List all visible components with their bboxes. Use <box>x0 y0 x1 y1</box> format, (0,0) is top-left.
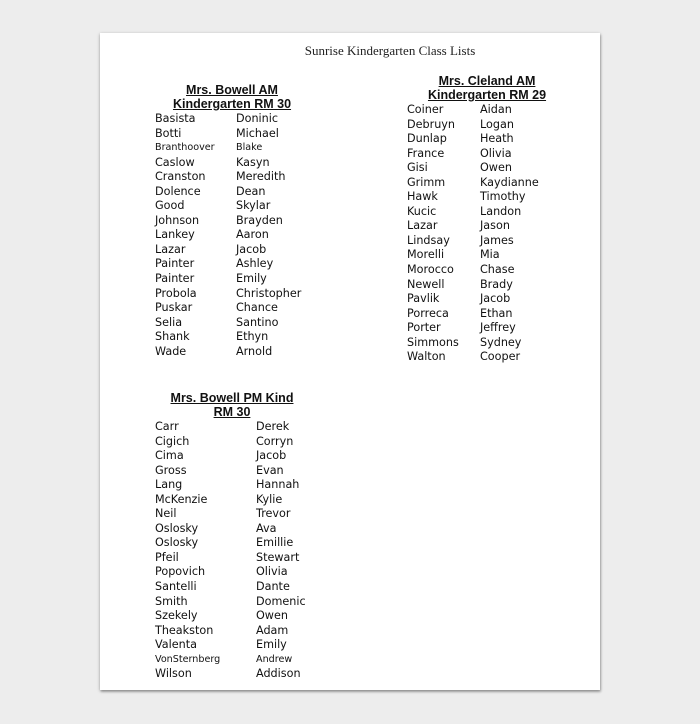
student-row <box>155 301 309 316</box>
student-row <box>155 199 309 214</box>
student-last-name: Good <box>155 199 185 213</box>
student-last-name: Morelli <box>407 248 445 262</box>
student-row <box>155 127 309 142</box>
student-last-name: Basista <box>155 112 196 125</box>
student-row <box>155 522 309 537</box>
student-row <box>155 272 309 287</box>
student-first-name: Brady <box>480 277 513 291</box>
student-first-name: Logan <box>480 117 514 131</box>
student-row <box>407 248 567 263</box>
student-last-name: Cigich <box>155 434 190 448</box>
student-last-name: Kucic <box>407 204 437 218</box>
student-row <box>407 219 567 234</box>
student-row <box>155 170 309 185</box>
student-row <box>155 595 309 610</box>
student-row <box>155 156 309 171</box>
document-page <box>100 33 600 690</box>
student-row <box>155 257 309 272</box>
student-row <box>155 214 309 229</box>
student-first-name: Aaron <box>236 228 269 242</box>
student-first-name: Jeffrey <box>480 321 516 335</box>
student-last-name: Hawk <box>407 190 438 204</box>
student-first-name: Trevor <box>256 507 291 521</box>
student-last-name: Morocco <box>407 263 454 277</box>
student-last-name: Lindsay <box>407 233 450 247</box>
student-row <box>407 118 567 133</box>
student-first-name: Owen <box>256 609 288 623</box>
student-last-name: Gross <box>155 463 187 477</box>
class-list-bowell-am <box>155 83 309 359</box>
student-row <box>407 176 567 191</box>
student-last-name: Carr <box>155 420 179 433</box>
class-heading-line1: Mrs. Bowell AM <box>186 83 278 97</box>
student-row <box>155 624 309 639</box>
student-first-name: Mia <box>480 248 500 262</box>
student-roster <box>407 103 567 365</box>
student-row <box>155 228 309 243</box>
student-row <box>155 464 309 479</box>
student-first-name: Doninic <box>236 112 279 125</box>
student-last-name: Grimm <box>407 175 446 189</box>
class-heading <box>155 391 309 419</box>
student-first-name: Jacob <box>236 242 267 256</box>
student-first-name: Skylar <box>236 199 271 213</box>
student-row <box>407 263 567 278</box>
class-heading-line2: Kindergarten RM 29 <box>427 88 547 102</box>
student-first-name: Olivia <box>256 565 288 579</box>
student-last-name: Neil <box>155 507 177 521</box>
student-first-name: Stewart <box>256 550 300 564</box>
student-last-name: Oslosky <box>155 521 199 535</box>
student-last-name: Wade <box>155 344 187 358</box>
student-first-name: Cooper <box>480 350 521 364</box>
student-first-name: Santino <box>236 315 279 329</box>
student-first-name: Sydney <box>480 335 522 349</box>
student-first-name: Ethyn <box>236 330 269 344</box>
student-first-name: Emillie <box>256 536 294 550</box>
student-first-name: Evan <box>256 463 284 477</box>
student-first-name: Derek <box>256 420 290 433</box>
student-row <box>407 292 567 307</box>
student-first-name: Jacob <box>480 292 511 306</box>
student-last-name: Newell <box>407 277 445 291</box>
student-last-name: Lazar <box>407 219 438 233</box>
student-first-name: Chance <box>236 301 278 315</box>
student-row <box>155 507 309 522</box>
student-last-name: Dolence <box>155 184 201 198</box>
student-last-name: France <box>407 146 445 160</box>
student-roster <box>155 420 309 682</box>
student-last-name: Painter <box>155 257 195 271</box>
class-heading-line1: Mrs. Cleland AM <box>438 74 536 88</box>
student-first-name: Domenic <box>256 594 306 608</box>
student-last-name: Branthoover <box>155 142 215 154</box>
student-row <box>407 132 567 147</box>
student-first-name: Ethan <box>480 306 513 320</box>
student-last-name: Coiner <box>407 103 444 116</box>
student-first-name: Kaydianne <box>480 175 539 189</box>
student-first-name: Ashley <box>236 257 274 271</box>
student-row <box>407 234 567 249</box>
student-first-name: Chase <box>480 263 515 277</box>
student-last-name: Pfeil <box>155 550 179 564</box>
class-list-cleland-am <box>407 74 567 365</box>
student-first-name: Landon <box>480 204 522 218</box>
student-last-name: McKenzie <box>155 492 208 506</box>
student-row <box>407 147 567 162</box>
student-last-name: Johnson <box>155 213 200 227</box>
student-row <box>407 190 567 205</box>
student-last-name: Shank <box>155 330 190 344</box>
student-last-name: Cranston <box>155 170 206 184</box>
student-last-name: Dunlap <box>407 132 447 146</box>
student-last-name: Gisi <box>407 161 428 175</box>
student-last-name: Lang <box>155 478 183 492</box>
student-last-name: Botti <box>155 126 182 140</box>
student-row <box>155 435 309 450</box>
student-last-name: Popovich <box>155 565 206 579</box>
student-last-name: Porreca <box>407 306 449 320</box>
student-last-name: Wilson <box>155 667 192 681</box>
class-list-bowell-pm <box>155 391 309 682</box>
student-first-name: Emily <box>236 272 267 286</box>
student-first-name: Corryn <box>256 434 294 448</box>
student-last-name: Debruyn <box>407 117 456 131</box>
student-first-name: Jacob <box>256 449 287 463</box>
student-first-name: Hannah <box>256 478 300 492</box>
student-last-name: Painter <box>155 272 195 286</box>
student-first-name: Dean <box>236 184 266 198</box>
student-first-name: Kylie <box>256 492 283 506</box>
student-last-name: Oslosky <box>155 536 199 550</box>
student-first-name: Adam <box>256 623 289 637</box>
student-row <box>155 536 309 551</box>
student-row <box>407 336 567 351</box>
student-last-name: Pavlik <box>407 292 440 306</box>
student-row <box>155 185 309 200</box>
student-first-name: Andrew <box>256 653 293 665</box>
student-row <box>407 103 567 118</box>
student-last-name: Selia <box>155 315 183 329</box>
student-row <box>155 330 309 345</box>
student-first-name: James <box>480 233 514 247</box>
student-first-name: Dante <box>256 580 290 594</box>
student-first-name: Brayden <box>236 213 283 227</box>
student-last-name: Theakston <box>155 623 214 637</box>
student-first-name: Owen <box>480 161 512 175</box>
student-row <box>407 278 567 293</box>
student-last-name: Probola <box>155 286 197 300</box>
student-first-name: Arnold <box>236 344 273 358</box>
student-last-name: Lazar <box>155 242 186 256</box>
student-first-name: Aidan <box>480 103 512 116</box>
student-row <box>407 307 567 322</box>
student-row <box>155 551 309 566</box>
document-title: Sunrise Kindergarten Class Lists <box>304 43 476 58</box>
student-first-name: Christopher <box>236 286 302 300</box>
student-row <box>155 345 309 360</box>
student-row <box>407 161 567 176</box>
student-last-name: VonSternberg <box>155 653 221 665</box>
student-last-name: Szekely <box>155 609 198 623</box>
student-last-name: Puskar <box>155 301 193 315</box>
student-row <box>155 316 309 331</box>
student-first-name: Ava <box>256 521 277 535</box>
student-row <box>155 112 309 127</box>
student-row <box>155 449 309 464</box>
student-last-name: Lankey <box>155 228 195 242</box>
student-row <box>155 609 309 624</box>
student-row <box>155 420 309 435</box>
student-row <box>407 205 567 220</box>
student-last-name: Simmons <box>407 335 459 349</box>
student-row <box>155 243 309 258</box>
student-last-name: Porter <box>407 321 441 335</box>
student-row <box>155 667 309 682</box>
student-row <box>155 653 309 668</box>
student-first-name: Timothy <box>480 190 526 204</box>
student-row <box>155 493 309 508</box>
student-last-name: Cima <box>155 449 184 463</box>
student-first-name: Blake <box>236 142 263 154</box>
student-row <box>407 350 567 365</box>
student-row <box>155 565 309 580</box>
student-row <box>155 141 309 156</box>
student-first-name: Jason <box>480 219 510 233</box>
student-row <box>155 638 309 653</box>
student-last-name: Santelli <box>155 580 197 594</box>
student-last-name: Caslow <box>155 155 195 169</box>
student-first-name: Olivia <box>480 146 512 160</box>
class-heading-line2: Kindergarten RM 30 <box>172 97 292 111</box>
student-roster <box>155 112 309 359</box>
student-first-name: Emily <box>256 638 287 652</box>
student-first-name: Heath <box>480 132 514 146</box>
student-last-name: Valenta <box>155 638 197 652</box>
class-heading <box>155 83 309 111</box>
student-first-name: Kasyn <box>236 155 270 169</box>
class-heading <box>407 74 567 102</box>
student-last-name: Smith <box>155 594 188 608</box>
student-row <box>407 321 567 336</box>
student-row <box>155 580 309 595</box>
student-last-name: Walton <box>407 350 446 364</box>
student-first-name: Addison <box>256 667 301 681</box>
class-heading-line2: RM 30 <box>213 405 251 419</box>
student-first-name: Michael <box>236 126 279 140</box>
class-heading-line1: Mrs. Bowell PM Kind <box>170 391 294 405</box>
student-row <box>155 478 309 493</box>
student-row <box>155 287 309 302</box>
student-first-name: Meredith <box>236 170 286 184</box>
